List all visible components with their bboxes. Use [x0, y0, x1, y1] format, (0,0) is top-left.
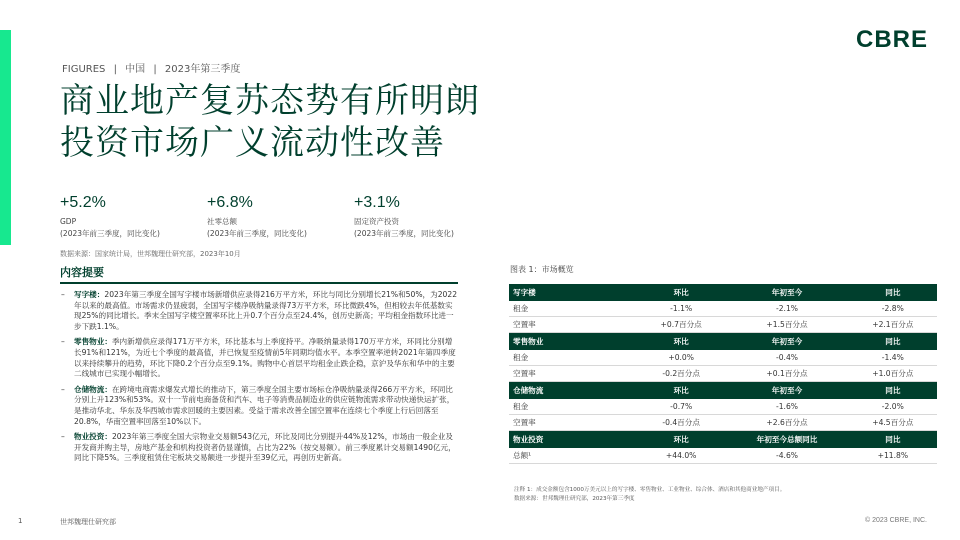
stat-sub: (2023年前三季度，同比变化) — [207, 229, 307, 238]
column-header: 环比 — [637, 382, 725, 400]
table-cell: -1.4% — [849, 350, 937, 366]
summary-item-head: 零售物业： — [74, 337, 112, 347]
summary-section — [60, 264, 458, 469]
column-header: 同比 — [849, 431, 937, 449]
summary-item-body: 2023年第三季度全国写字楼市场新增供应录得216万平方米，环比与同比分别增长21%和50%，为2022年以来的最高值。市场需求仍显疲弱，全国写字楼净吸纳量录得73万平方米，环比微跌4%，但相较去年低基数实现25%的同比增长。季末全国写字楼空置率环比上升0.7个百分点至24.4%，创历史新高；平均租金指数环比进一步下跌1.1%。 — [74, 290, 458, 331]
stat-sub: (2023年前三季度，同比变化) — [60, 229, 160, 238]
table-notes — [514, 486, 785, 504]
table-footnote: 注释 1：成交金额包含1000万美元以上的写字楼、零售物业、工业物业、综合体、酒店和其他商业地产项目。 — [514, 487, 786, 493]
row-label: 租金 — [509, 399, 637, 415]
table-cell: -0.4% — [725, 350, 848, 366]
column-header: 同比 — [849, 382, 937, 400]
series-region: 中国 — [125, 64, 146, 75]
column-header: 环比 — [637, 333, 725, 351]
column-header: 年初至今 — [725, 284, 848, 301]
summary-list — [60, 290, 458, 464]
table-section-header — [509, 431, 937, 449]
column-header: 环比 — [637, 431, 725, 449]
summary-item — [60, 290, 458, 332]
table-cell: +2.6百分点 — [725, 415, 848, 431]
stat-label: 固定资产投资 — [354, 217, 399, 226]
column-header: 年初至今 — [725, 382, 848, 400]
table-cell: -2.8% — [849, 301, 937, 317]
table-cell: +2.1百分点 — [849, 317, 937, 333]
table-row — [509, 415, 937, 431]
summary-item — [60, 385, 458, 427]
table-row — [509, 448, 937, 464]
headline-line-1: 商业地产复苏态势有所明朗 — [60, 81, 480, 121]
table-caption: 图表 1：市场概览 — [510, 265, 574, 274]
accent-bar — [0, 30, 11, 245]
table-cell: -2.0% — [849, 399, 937, 415]
table-cell: -4.6% — [725, 448, 848, 464]
column-header: 年初至今总额同比 — [725, 431, 848, 449]
stat-gdp — [60, 194, 207, 240]
cbre-logo: CBRE — [856, 26, 929, 53]
table-row — [509, 399, 937, 415]
market-overview-table — [509, 284, 937, 464]
table-source: 数据来源：世邦魏理仕研究部，2023年第三季度 — [514, 496, 635, 502]
table-cell: +0.7百分点 — [637, 317, 725, 333]
table-cell: +1.5百分点 — [725, 317, 848, 333]
table-cell: -0.7% — [637, 399, 725, 415]
summary-item-head: 物业投资： — [74, 432, 112, 442]
section-name: 零售物业 — [509, 333, 637, 351]
row-label: 租金 — [509, 350, 637, 366]
column-header: 环比 — [637, 284, 725, 301]
table-cell: +0.1百分点 — [725, 366, 848, 382]
summary-item-head: 仓储物流： — [74, 384, 112, 394]
section-name: 写字楼 — [509, 284, 637, 301]
table-section-header — [509, 284, 937, 301]
stat-label: GDP — [60, 217, 77, 226]
table-row — [509, 317, 937, 333]
page-number: 1 — [18, 517, 23, 525]
table-row — [509, 301, 937, 317]
summary-item-body: 在跨境电商需求爆发式增长的推动下，第三季度全国主要市场标仓净吸纳量录得266万平方米，环同比分别上升123%和53%。双十一节前电商备货和汽车、电子等消费品制造业的供应链物流需求带动快递快运扩张，是推动华北、华东及华西城市需求回暖的主要因素。受益于需求改善全国空置率在连续七个季度上行后回落至20.8%，华南空置率回落至10%以下。 — [74, 384, 455, 426]
headline-line-2: 投资市场广义流动性改善 — [60, 123, 445, 163]
series-separator: | — [113, 64, 117, 75]
footer-copyright: © 2023 CBRE, INC. — [865, 517, 927, 524]
stat-value: +6.8% — [207, 194, 253, 211]
table-cell: +4.5百分点 — [849, 415, 937, 431]
summary-item — [60, 337, 458, 379]
row-label: 租金 — [509, 301, 637, 317]
stat-fixed-investment — [354, 194, 501, 240]
stat-sub: (2023年前三季度，同比变化) — [354, 229, 454, 238]
table-row — [509, 366, 937, 382]
table-cell: -1.1% — [637, 301, 725, 317]
table-row — [509, 350, 937, 366]
series-line — [62, 60, 240, 75]
section-name: 物业投资 — [509, 431, 637, 449]
row-label: 空置率 — [509, 366, 637, 382]
table-section-header — [509, 333, 937, 351]
row-label: 空置率 — [509, 415, 637, 431]
summary-item-body: 2023年第三季度全国大宗物业交易额543亿元，环比及同比分别提升44%及12%，市场由一般企业及开发商并购主导，房地产基金和机构投资者仍显谨慎，占比为22%（按交易额）。前三季度累计交易额1490亿元，同比下降5%。三季度租赁住宅板块交易额进一步提升至39亿元，再创历史新高。 — [74, 432, 456, 463]
stat-value: +5.2% — [60, 194, 106, 211]
series-separator: | — [153, 64, 157, 75]
key-stats — [60, 194, 501, 240]
stats-source: 数据来源：国家统计局，世邦魏理仕研究部，2023年10月 — [60, 250, 241, 258]
summary-item — [60, 432, 458, 464]
column-header: 同比 — [849, 333, 937, 351]
series-name: FIGURES — [62, 64, 106, 75]
column-header: 年初至今 — [725, 333, 848, 351]
table-cell: +0.0% — [637, 350, 725, 366]
table-cell: +11.8% — [849, 448, 937, 464]
table-cell: -0.4百分点 — [637, 415, 725, 431]
footer-org: 世邦魏理仕研究部 — [60, 518, 116, 526]
stat-retail-sales — [207, 194, 354, 240]
stat-value: +3.1% — [354, 194, 400, 211]
summary-title: 内容提要 — [60, 264, 458, 284]
table-cell: -0.2百分点 — [637, 366, 725, 382]
page-headline — [60, 80, 480, 164]
summary-item-head: 写字楼： — [74, 290, 105, 299]
table-cell: -2.1% — [725, 301, 848, 317]
column-header: 同比 — [849, 284, 937, 301]
table-cell: -1.6% — [725, 399, 848, 415]
section-name: 仓储物流 — [509, 382, 637, 400]
table-cell: +1.0百分点 — [849, 366, 937, 382]
row-label: 总额¹ — [509, 448, 637, 464]
stat-label: 社零总额 — [207, 217, 237, 226]
table-cell: +44.0% — [637, 448, 725, 464]
table-section-header — [509, 382, 937, 400]
series-period: 2023年第三季度 — [164, 64, 241, 75]
row-label: 空置率 — [509, 317, 637, 333]
summary-item-body: 季内新增供应录得171万平方米，环比基本与上季度持平。净吸纳量录得170万平方米，环同比分别增长91%和121%，为近七个季度的最高值，并已恢复至疫情前5年同期均值水平。本季空置率逆转2021年第四季度以来持续攀升的趋势，环比下降0.2个百分点至9.1%。购物中心首层平均租金止跌企稳，京沪及华东和华中的主要二线城市已实现小幅增长。 — [74, 337, 456, 379]
